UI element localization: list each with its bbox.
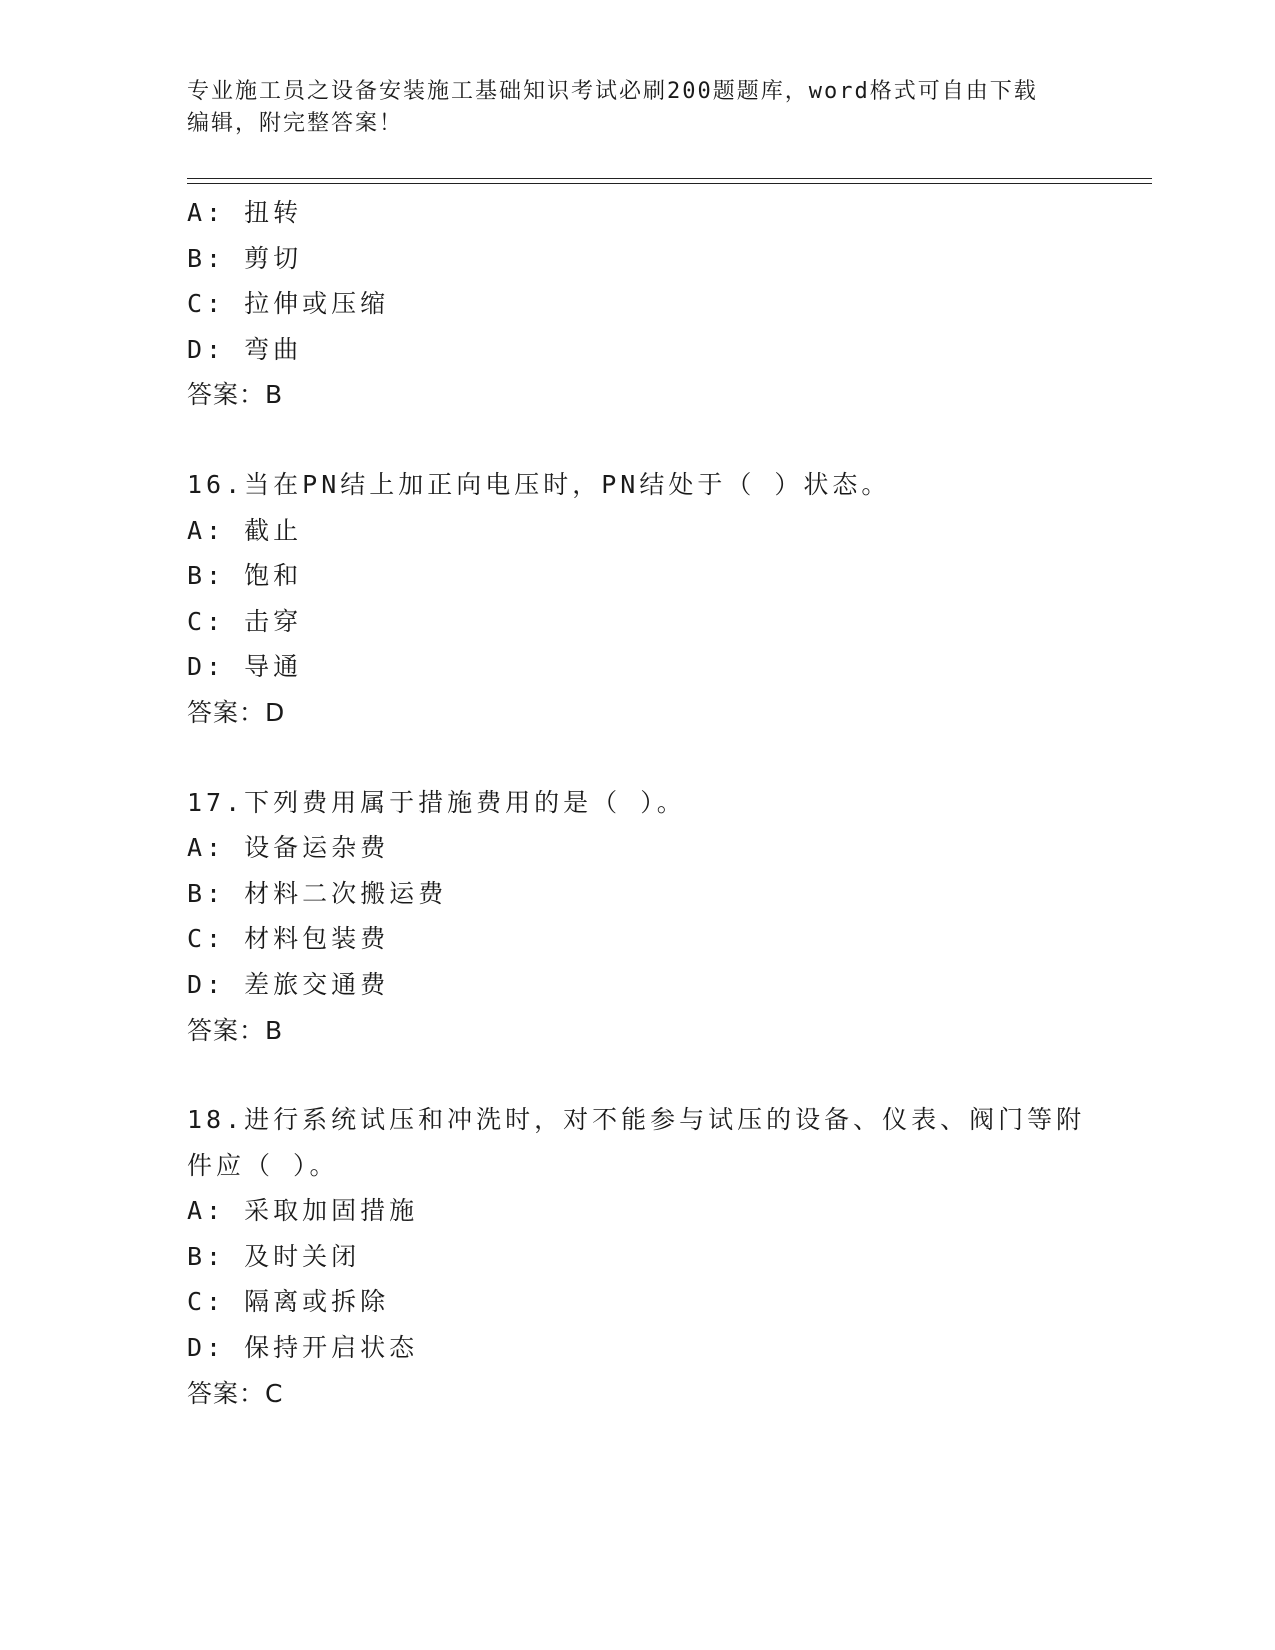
option-c: C: 击穿 [187,606,303,636]
option-b: B: 饱和 [187,561,303,591]
question-stem: 18.进行系统试压和冲洗时，对不能参与试压的设备、仪表、阀门等附 [187,1105,1086,1135]
answer-line: 答案：B [187,1015,284,1045]
option-a: A: 设备运杂费 [187,833,390,863]
answer-line: 答案：C [187,1378,284,1408]
question-spacer [187,418,1087,462]
question-list [187,190,1087,1416]
option-a: A: 截止 [187,515,303,545]
question-spacer [187,1053,1087,1097]
option-b: B: 材料二次搬运费 [187,878,448,908]
header-line-2: 编辑，附完整答案！ [187,111,404,136]
question-stem-continued: 件应（ ）。 [187,1150,339,1180]
option-d: D: 弯曲 [187,334,303,364]
option-d: D: 保持开启状态 [187,1333,419,1363]
answer-line: 答案：B [187,380,284,410]
option-d: D: 差旅交通费 [187,969,390,999]
header-divider-bottom [187,183,1152,184]
option-a: A: 采取加固措施 [187,1196,419,1226]
option-b: B: 及时关闭 [187,1241,361,1271]
option-c: C: 拉伸或压缩 [187,289,390,319]
option-b: B: 剪切 [187,243,303,273]
option-c: C: 材料包装费 [187,924,390,954]
document-header [187,76,1067,140]
header-line-1: 专业施工员之设备安装施工基础知识考试必刷200题题库，word格式可自由下载 [187,79,1038,104]
question-spacer [187,736,1087,780]
question-block [187,780,1087,1054]
option-d: D: 导通 [187,652,303,682]
option-c: C: 隔离或拆除 [187,1287,390,1317]
option-a: A: 扭转 [187,198,303,227]
question-block [187,462,1087,736]
header-divider-top [187,178,1152,179]
answer-line: 答案：D [187,697,286,727]
question-block [187,190,1087,418]
question-block [187,1097,1087,1416]
question-stem: 16.当在PN结上加正向电压时，PN结处于（ ）状态。 [187,469,891,499]
question-stem: 17.下列费用属于措施费用的是（ ）。 [187,787,686,817]
